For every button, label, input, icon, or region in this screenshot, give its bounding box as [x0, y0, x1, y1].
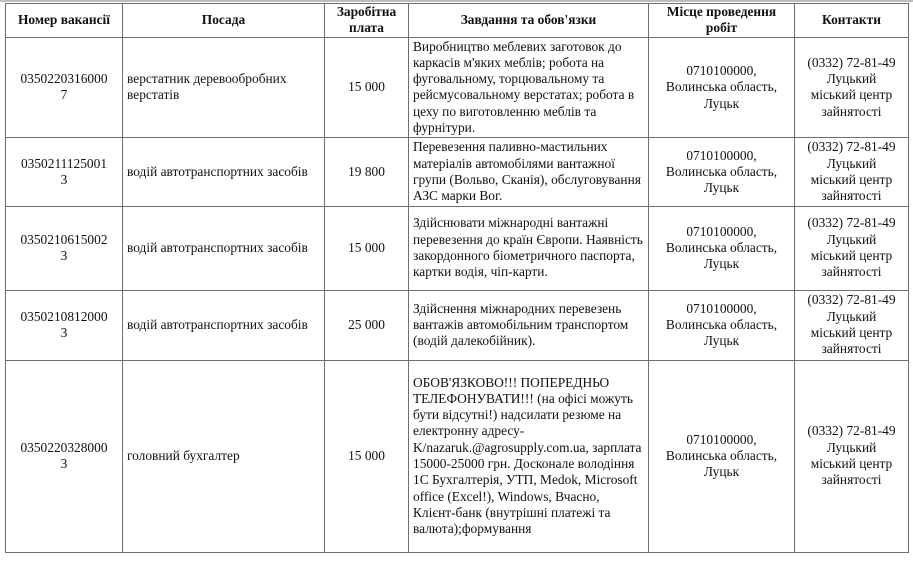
vacancy-contacts: (0332) 72-81-49 Луцький міський центр зайнятості — [795, 206, 909, 290]
vacancy-salary: 19 800 — [325, 138, 409, 206]
header-position: Посада — [123, 4, 325, 38]
table-row — [6, 37, 909, 138]
vacancy-number: 0350211125001 3 — [6, 138, 123, 206]
vacancy-number: 0350220328000 3 — [6, 360, 123, 552]
vacancy-position: водій автотранспортних засобів — [123, 138, 325, 206]
vacancy-location: 0710100000, Волинська область, Луцьк — [649, 138, 795, 206]
table-row — [6, 290, 909, 360]
vacancy-position: водій автотранспортних засобів — [123, 206, 325, 290]
header-number: Номер вакансії — [6, 4, 123, 38]
vacancy-duties: Перевезення паливно-мастильних матеріалів автомобілями вантажної групи (Вольво, Сканія), обслуговування АЗС марки Вог. — [409, 138, 649, 206]
vacancy-duties: ОБОВ'ЯЗКОВО!!! ПОПЕРЕДНЬО ТЕЛЕФОНУВАТИ!!! (на офісі можуть бути відсутні!) надсилати резюме на електронну адресу- K/nazaruk.@agrosupply.com.ua, зарплата 15000-25000 грн. Досконале володіння 1С Бухгалтерія, УТП, Medok, Microsoft office (Excel!), Windows, Вчасно, Клієнт-банк (внутрішні платежі та валюта);формування — [409, 360, 649, 552]
vacancy-number: 0350210615002 3 — [6, 206, 123, 290]
vacancy-position: верстатник деревообробних верстатів — [123, 37, 325, 138]
vacancy-contacts: (0332) 72-81-49 Луцький міський центр зайнятості — [795, 37, 909, 138]
table-row — [6, 206, 909, 290]
vacancy-salary: 15 000 — [325, 206, 409, 290]
table-header-row — [6, 4, 909, 38]
table-row — [6, 138, 909, 206]
vacancy-location: 0710100000, Волинська область, Луцьк — [649, 206, 795, 290]
vacancy-salary: 25 000 — [325, 290, 409, 360]
vacancy-number: 0350210812000 3 — [6, 290, 123, 360]
vacancy-duties: Здійснювати міжнародні вантажні перевезення до країн Європи. Наявність закордонного біометричного паспорта, картки водія, чіп-карти. — [409, 206, 649, 290]
vacancy-location: 0710100000, Волинська область, Луцьк — [649, 37, 795, 138]
vacancy-contacts: (0332) 72-81-49 Луцький міський центр зайнятості — [795, 360, 909, 552]
vacancy-salary: 15 000 — [325, 360, 409, 552]
header-location: Місце проведення робіт — [649, 4, 795, 38]
vacancies-table — [5, 3, 909, 553]
header-duties: Завдання та обов'язки — [409, 4, 649, 38]
vacancy-number: 0350220316000 7 — [6, 37, 123, 138]
page-top-edge — [0, 0, 913, 2]
header-contacts: Контакти — [795, 4, 909, 38]
vacancy-duties: Виробництво меблевих заготовок до каркасів м'яких меблів; робота на фуговальному, торцювальному та рейсмусовальному верстатах; робота в цеху по виготовленню меблів та фурнітури. — [409, 37, 649, 138]
vacancy-duties: Здійснення міжнародних перевезень вантажів автомобільним транспортом (водій далекобійник). — [409, 290, 649, 360]
vacancy-location: 0710100000, Волинська область, Луцьк — [649, 290, 795, 360]
vacancy-position: головний бухгалтер — [123, 360, 325, 552]
vacancy-location: 0710100000, Волинська область, Луцьк — [649, 360, 795, 552]
table-row — [6, 360, 909, 552]
vacancy-contacts: (0332) 72-81-49 Луцький міський центр зайнятості — [795, 290, 909, 360]
vacancy-salary: 15 000 — [325, 37, 409, 138]
header-salary: Заробітна плата — [325, 4, 409, 38]
vacancy-contacts: (0332) 72-81-49 Луцький міський центр зайнятості — [795, 138, 909, 206]
vacancy-position: водій автотранспортних засобів — [123, 290, 325, 360]
